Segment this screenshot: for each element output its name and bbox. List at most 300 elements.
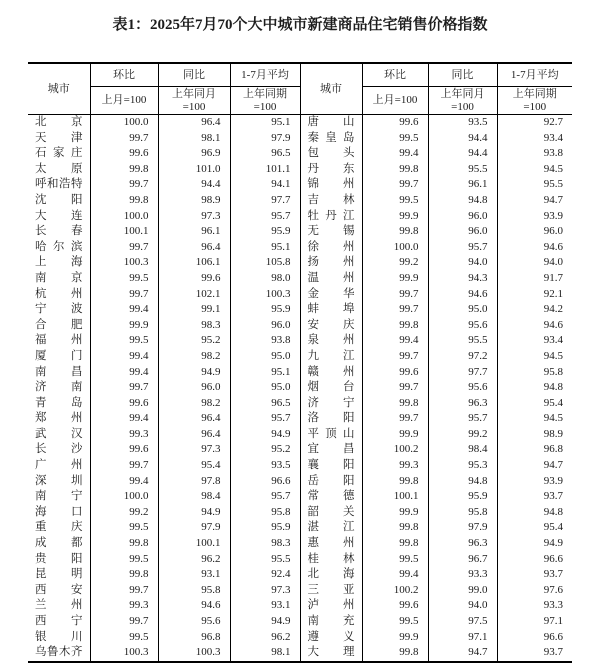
avg-value: 95.2	[230, 442, 300, 458]
city-name	[300, 177, 362, 193]
avg-value: 95.5	[497, 177, 572, 193]
avg-value: 98.9	[497, 427, 572, 443]
city-name-char: 川	[71, 630, 83, 643]
city-name-char: 合	[35, 318, 47, 331]
city-name-text	[35, 536, 83, 552]
city-name-char: 州	[71, 334, 83, 347]
city-name-text	[308, 489, 355, 505]
avg-value: 95.1	[230, 240, 300, 256]
page-title: 表1：2025年7月70个大中城市新建商品住宅销售价格指数	[112, 17, 488, 33]
yoy-value: 96.0	[158, 380, 230, 396]
city-name	[28, 598, 90, 614]
avg-value: 95.7	[230, 411, 300, 427]
city-name	[300, 193, 362, 209]
mom-value: 99.5	[90, 630, 158, 646]
city-name	[28, 271, 90, 287]
city-name-char: 口	[71, 505, 83, 518]
city-name-text	[35, 598, 83, 614]
yoy-value: 96.4	[158, 427, 230, 443]
city-name	[300, 489, 362, 505]
city-name	[300, 318, 362, 334]
avg-value: 93.3	[497, 598, 572, 614]
city-name-text	[35, 318, 83, 334]
city-name-char: 家	[53, 147, 65, 160]
city-name	[300, 380, 362, 396]
avg-value: 94.7	[497, 193, 572, 209]
avg-value: 95.0	[230, 380, 300, 396]
city-name	[28, 318, 90, 334]
avg-value: 95.8	[230, 505, 300, 521]
city-name-char: 石	[35, 147, 47, 160]
city-name	[300, 115, 362, 131]
avg-value: 96.8	[497, 442, 572, 458]
avg-value: 96.5	[230, 146, 300, 162]
city-name-char: 都	[71, 537, 83, 550]
yoy-value: 97.1	[428, 630, 497, 646]
city-name-char: 江	[343, 349, 355, 362]
header-avg-base-left	[230, 87, 300, 115]
mom-value: 100.0	[362, 240, 428, 256]
city-name-char: 宁	[343, 396, 355, 409]
avg-base-line2: =100	[253, 100, 277, 113]
yoy-value: 95.8	[158, 583, 230, 599]
avg-value: 93.8	[230, 333, 300, 349]
city-name	[300, 583, 362, 599]
city-name-char: 尔	[53, 240, 65, 253]
mom-value: 99.8	[362, 474, 428, 490]
mom-value: 99.4	[362, 333, 428, 349]
city-name-char: 南	[307, 615, 319, 627]
mom-value: 99.8	[362, 224, 428, 240]
city-name-char: 南	[71, 381, 83, 394]
city-name-text	[308, 115, 355, 131]
city-name-char: 青	[35, 396, 47, 409]
city-name	[28, 349, 90, 365]
mom-value: 99.7	[90, 614, 158, 630]
mom-value: 99.7	[90, 131, 158, 147]
header-avg-base-right	[497, 87, 572, 115]
mom-value: 100.1	[362, 489, 428, 505]
city-name	[28, 489, 90, 505]
city-name-text	[308, 411, 355, 427]
city-name-text	[308, 474, 355, 490]
city-name-char: 昌	[71, 365, 83, 378]
yoy-value: 96.4	[158, 411, 230, 427]
city-name-char: 岛	[71, 396, 83, 409]
mom-value: 99.8	[362, 520, 428, 536]
yoy-value: 95.6	[428, 318, 497, 334]
city-name	[300, 427, 362, 443]
city-name	[28, 427, 90, 443]
mom-value: 99.7	[90, 458, 158, 474]
yoy-value: 95.3	[428, 458, 497, 474]
mom-value: 99.7	[90, 177, 158, 193]
table-row	[28, 349, 572, 365]
city-name-char: 重	[35, 521, 47, 534]
table-row	[28, 552, 572, 568]
city-name-text	[308, 240, 355, 256]
city-name	[28, 396, 90, 412]
city-name-char: 吉	[307, 193, 319, 206]
yoy-value: 96.4	[158, 240, 230, 256]
yoy-value: 94.4	[428, 146, 497, 162]
yoy-value: 102.1	[158, 287, 230, 303]
mom-value: 99.9	[362, 271, 428, 287]
yoy-value: 100.3	[158, 645, 230, 662]
mom-value: 99.6	[90, 396, 158, 412]
mom-value: 100.0	[90, 489, 158, 505]
city-name-char: 州	[343, 178, 355, 191]
city-name	[28, 614, 90, 630]
city-name-char: 肥	[71, 318, 83, 331]
avg-value: 96.6	[497, 552, 572, 568]
avg-value: 95.1	[230, 115, 300, 131]
table-row	[28, 411, 572, 427]
city-name	[300, 287, 362, 303]
yoy-value: 95.8	[428, 505, 497, 521]
mom-value: 99.4	[362, 146, 428, 162]
table-row	[28, 614, 572, 630]
city-name-text	[308, 318, 355, 334]
city-name-char: 州	[71, 412, 83, 425]
yoy-value: 98.4	[158, 489, 230, 505]
avg-value: 93.7	[497, 645, 572, 662]
city-name-char: 义	[343, 630, 355, 643]
city-name-char: 扬	[307, 256, 319, 269]
yoy-value: 96.0	[428, 209, 497, 225]
yoy-value: 96.9	[158, 146, 230, 162]
mom-value: 99.5	[90, 333, 158, 349]
city-name-text	[308, 442, 355, 458]
city-name-char: 海	[35, 505, 47, 518]
city-name-char: 上	[35, 256, 47, 269]
city-name	[28, 380, 90, 396]
city-name-text	[35, 552, 83, 568]
city-name-text	[35, 583, 83, 599]
city-name-char: 州	[343, 334, 355, 347]
mom-value: 99.4	[90, 349, 158, 365]
header-city-right: 城市	[300, 63, 362, 115]
mom-value: 99.6	[362, 598, 428, 614]
city-name-char: 西	[35, 583, 47, 596]
city-name-text	[35, 115, 83, 131]
city-name	[28, 162, 90, 178]
mom-value: 100.0	[90, 115, 158, 131]
city-name-char: 济	[307, 396, 319, 409]
city-name	[300, 645, 362, 662]
city-name-char: 州	[343, 271, 355, 284]
city-name-char: 阳	[71, 193, 83, 206]
avg-value: 94.7	[497, 458, 572, 474]
mom-value: 99.7	[362, 302, 428, 318]
mom-value: 99.7	[90, 240, 158, 256]
mom-value: 99.5	[362, 614, 428, 630]
avg-value: 93.5	[230, 458, 300, 474]
header-yoy-base-left	[158, 87, 230, 115]
city-name	[300, 411, 362, 427]
city-name	[28, 474, 90, 490]
city-name-char: 关	[343, 505, 355, 518]
city-name-char: 山	[343, 427, 355, 440]
city-name-char: 锡	[343, 225, 355, 238]
city-name-text	[35, 240, 83, 256]
mom-value: 99.8	[362, 318, 428, 334]
city-name-char: 安	[71, 583, 83, 596]
table-body	[28, 115, 572, 662]
city-name	[300, 598, 362, 614]
table-row	[28, 645, 572, 662]
city-name	[300, 162, 362, 178]
city-name-char: 春	[71, 225, 83, 238]
mom-value: 99.7	[362, 349, 428, 365]
city-name	[300, 365, 362, 381]
city-name	[28, 583, 90, 599]
yoy-value: 96.2	[158, 552, 230, 568]
header-yoy-left: 同比	[158, 63, 230, 87]
city-name-char: 州	[71, 599, 83, 612]
city-name-text	[308, 598, 355, 614]
city-name-char: 南	[35, 271, 47, 284]
city-name-char: 福	[35, 334, 47, 347]
city-name-text	[308, 567, 355, 583]
city-name-text	[308, 645, 355, 661]
city-name-char: 沈	[35, 193, 47, 206]
city-name	[300, 146, 362, 162]
table-row	[28, 177, 572, 193]
city-name-text	[308, 302, 355, 318]
city-name-char: 门	[71, 349, 83, 362]
mom-value: 99.3	[90, 427, 158, 443]
city-name	[28, 146, 90, 162]
table-row	[28, 287, 572, 303]
header-mom-right: 环比	[362, 63, 428, 87]
avg-value: 95.8	[497, 365, 572, 381]
city-name-text	[35, 411, 83, 427]
avg-value: 94.9	[497, 536, 572, 552]
city-name-char: 天	[35, 131, 47, 144]
city-name-char: 亚	[343, 583, 355, 596]
city-name	[28, 224, 90, 240]
city-name-text	[35, 349, 83, 365]
city-name-text	[35, 302, 83, 318]
city-name-text	[35, 489, 83, 505]
city-name-text	[35, 645, 83, 661]
yoy-value: 97.5	[428, 614, 497, 630]
city-name-char: 台	[343, 381, 355, 394]
city-name-char: 圳	[71, 474, 83, 487]
city-name	[300, 209, 362, 225]
city-name	[28, 552, 90, 568]
table-row	[28, 271, 572, 287]
header-city-left: 城市	[28, 63, 90, 115]
city-name-char: 阳	[343, 412, 355, 425]
yoy-value: 94.9	[158, 365, 230, 381]
avg-value: 95.5	[230, 552, 300, 568]
city-name-char: 州	[71, 287, 83, 300]
city-name-text	[308, 255, 355, 271]
header-yoy-base-right	[428, 87, 497, 115]
header-row-1	[28, 63, 572, 87]
yoy-value: 95.6	[428, 380, 497, 396]
city-name-text	[308, 380, 355, 396]
yoy-value: 98.3	[158, 318, 230, 334]
city-name-text	[308, 333, 355, 349]
city-name-char: 和	[47, 178, 59, 191]
city-name-char: 丹	[307, 162, 319, 175]
yoy-value: 95.2	[158, 333, 230, 349]
city-name-text	[308, 630, 355, 646]
table-row	[28, 131, 572, 147]
avg-value: 95.9	[230, 224, 300, 240]
city-name-char: 昌	[343, 443, 355, 456]
city-name-char: 林	[343, 552, 355, 565]
header-avg-left: 1-7月平均	[230, 63, 300, 87]
mom-value: 99.8	[90, 536, 158, 552]
city-name	[28, 411, 90, 427]
table-row	[28, 442, 572, 458]
city-name-char: 包	[307, 147, 319, 160]
table-row	[28, 598, 572, 614]
city-name-char: 金	[307, 287, 319, 300]
avg-base-line1: 上年同期	[243, 87, 287, 100]
mom-value: 99.5	[90, 271, 158, 287]
avg-value: 97.7	[230, 193, 300, 209]
city-name	[300, 255, 362, 271]
city-name-char: 京	[71, 271, 83, 284]
city-name	[28, 630, 90, 646]
city-name-char: 岛	[343, 131, 355, 144]
city-name	[300, 474, 362, 490]
city-name	[28, 520, 90, 536]
mom-value: 99.3	[90, 598, 158, 614]
yoy-value: 94.7	[428, 645, 497, 662]
table-header	[28, 63, 572, 115]
avg-value: 100.3	[230, 287, 300, 303]
city-name-char: 无	[307, 225, 319, 238]
city-name-char: 沙	[71, 443, 83, 456]
city-name-char: 厦	[35, 349, 47, 362]
mom-value: 100.2	[362, 442, 428, 458]
city-name-char: 南	[35, 365, 47, 378]
city-name-char: 太	[35, 162, 47, 175]
yoy-value: 96.7	[428, 552, 497, 568]
city-name	[28, 255, 90, 271]
city-name-char: 湛	[307, 521, 319, 534]
city-name-char: 明	[71, 568, 83, 581]
city-name-char: 蚌	[307, 303, 319, 316]
table-row	[28, 162, 572, 178]
yoy-value: 94.9	[158, 505, 230, 521]
city-name-char: 惠	[307, 537, 319, 550]
city-name-char: 北	[35, 116, 47, 128]
yoy-value: 97.9	[158, 520, 230, 536]
yoy-value: 101.0	[158, 162, 230, 178]
city-name-char: 贵	[35, 552, 47, 565]
mom-value: 99.4	[90, 474, 158, 490]
avg-value: 97.6	[497, 583, 572, 599]
avg-base-line1: 上年同期	[512, 87, 557, 100]
city-name-char: 津	[71, 131, 83, 144]
table-row	[28, 224, 572, 240]
yoy-value: 99.6	[158, 271, 230, 287]
city-name	[28, 115, 90, 131]
yoy-value: 94.6	[158, 598, 230, 614]
table-row	[28, 567, 572, 583]
city-name-text	[308, 552, 355, 568]
avg-value: 97.1	[497, 614, 572, 630]
city-name-text	[35, 614, 83, 630]
city-name-char: 杭	[35, 287, 47, 300]
yoy-value: 98.2	[158, 349, 230, 365]
city-name-char: 安	[307, 318, 319, 331]
mom-value: 99.9	[362, 427, 428, 443]
city-name	[300, 458, 362, 474]
avg-value: 105.8	[230, 255, 300, 271]
city-name-char: 海	[71, 256, 83, 269]
yoy-value: 98.2	[158, 396, 230, 412]
city-name-char: 呼	[35, 178, 47, 191]
table-row	[28, 302, 572, 318]
city-name-text	[35, 365, 83, 381]
city-name-text	[308, 505, 355, 521]
avg-value: 92.4	[230, 567, 300, 583]
avg-value: 94.6	[497, 318, 572, 334]
mom-value: 99.9	[362, 630, 428, 646]
table-row	[28, 209, 572, 225]
city-name-text	[308, 131, 355, 147]
mom-value: 99.6	[362, 365, 428, 381]
avg-value: 94.5	[497, 349, 572, 365]
header-yoy-right: 同比	[428, 63, 497, 87]
table-row	[28, 536, 572, 552]
city-name	[300, 567, 362, 583]
city-name-char: 桂	[307, 552, 319, 565]
mom-value: 99.7	[90, 380, 158, 396]
mom-value: 99.6	[90, 442, 158, 458]
mom-value: 99.5	[362, 131, 428, 147]
city-name-char: 广	[35, 459, 47, 472]
yoy-value: 96.8	[158, 630, 230, 646]
city-name-char: 特	[71, 178, 83, 191]
city-name-char: 阳	[343, 459, 355, 472]
city-name-char: 海	[343, 568, 355, 581]
mom-value: 99.7	[362, 287, 428, 303]
yoy-value: 95.0	[428, 302, 497, 318]
mom-value: 99.9	[90, 318, 158, 334]
city-name	[28, 209, 90, 225]
mom-value: 99.4	[90, 302, 158, 318]
mom-value: 99.9	[362, 505, 428, 521]
yoy-value: 95.5	[428, 162, 497, 178]
yoy-base-line1: 上年同月	[172, 87, 216, 100]
avg-value: 94.2	[497, 302, 572, 318]
city-name-char: 州	[71, 459, 83, 472]
city-name-text	[308, 193, 355, 209]
city-name	[300, 536, 362, 552]
price-index-table	[28, 62, 572, 663]
city-name-text	[35, 442, 83, 458]
avg-value: 92.7	[497, 115, 572, 131]
yoy-value: 100.1	[158, 536, 230, 552]
city-name-char: 深	[35, 474, 47, 487]
mom-value: 99.4	[90, 411, 158, 427]
avg-value: 93.7	[497, 567, 572, 583]
table-row	[28, 474, 572, 490]
header-mom-left: 环比	[90, 63, 158, 87]
city-name-char: 庆	[71, 521, 83, 534]
yoy-value: 94.4	[428, 131, 497, 147]
mom-value: 99.7	[362, 411, 428, 427]
